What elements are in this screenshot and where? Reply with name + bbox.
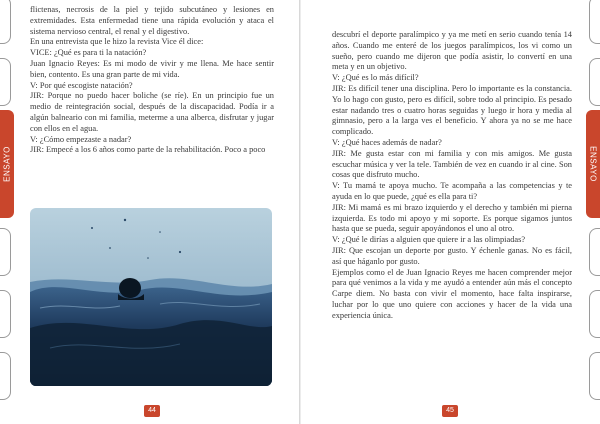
paragraph: V: ¿Qué le dirías a alguien que quiere ir a las olimpiadas? [332,235,526,245]
ocean-swimmer-image [30,208,272,386]
body-text [30,5,274,156]
body-text [332,30,572,322]
book-gutter [299,0,301,424]
section-tab-label: ENSAYO [2,146,12,182]
page-number: 45 [442,405,458,417]
paragraph: V: ¿Cómo empezaste a nadar? [30,134,132,144]
page-edge-line [0,290,11,338]
paragraph: JIR: Que escojan un deporte por gusto. Y échenle ganas. No es fácil, así que háganlo por gusto. [332,245,572,266]
right-page [300,0,600,424]
paragraph: V: ¿Qué es lo más difícil? [332,73,419,83]
paragraph: flictenas, necrosis de la piel y tejido subcutáneo y lesiones en extremidades. Esta enfermedad tiene una rápida evolución y ataca el sistema nervioso central, el renal y el digestivo. [30,5,274,36]
page-edge-line [589,58,600,106]
page-edge-line [0,0,11,44]
paragraph: JIR: Es difícil tener una disciplina. Pero lo importante es la constancia. Yo lo hago con gusto, pero es difícil, sobre todo al principio. Es pesado estar nadando tres o cuatro horas seguidas y luego ir hora y media al gimnasio, pero a la larga ves el beneficio. Y ahora ya no se me hace complicado. [332,83,572,137]
paragraph: JIR: Empecé a los 6 años como parte de la rehabilitación. Poco a poco [30,145,266,155]
paragraph: V: Tu mamá te apoya mucho. Te acompaña a las competencias y te ayuda en lo que puede, ¿qué es ella para ti? [332,181,572,201]
paragraph: V: Por qué escogiste natación? [30,80,133,90]
page-number: 44 [144,405,160,417]
page-edge-line [0,228,11,276]
paragraph: Juan Ignacio Reyes: Es mi modo de vivir y me llena. Me hace sentir bien, contento. Es una gran parte de mi vida. [30,58,274,79]
page-edge-line [589,228,600,276]
page-edge-line [589,290,600,338]
section-tab [586,110,600,218]
swimmer-photo [30,208,272,386]
paragraph: JIR: Mi mamá es mi brazo izquierdo y el derecho y también mi pierna izquierda. Es todo mi apoyo y mi soporte. Es porque sigamos juntos hasta que se pueda, seguir apoyándonos el uno al otro. [332,202,572,234]
page-edge-line [589,0,600,44]
section-tab-label: ENSAYO [588,146,598,182]
paragraph: VICE: ¿Qué es para ti la natación? [30,48,147,58]
page-edge-line [589,352,600,400]
paragraph: JIR: Me gusta estar con mi familia y con mis amigos. Me gusta escuchar música y ver la tele. También de vez en cuando ir al cine. Son cosas que disfruto mucho. [332,148,572,180]
paragraph: En una entrevista que le hizo la revista Vice él dice: [30,37,204,47]
page-edge-line [0,58,11,106]
paragraph: V: ¿Qué haces además de nadar? [332,137,442,147]
page-edge-line [0,352,11,400]
paragraph: Ejemplos como el de Juan Ignacio Reyes me hacen comprender mejor para qué venimos a la vida y me ayudó a entender aún más el concepto Carpe diem. No basta con vivir el momento, hace falta inspirarse, luchar por lo que uno quiere con acciones y hacer de la vida una experiencia única. [332,267,572,320]
paragraph: JIR: Porque no puedo hacer boliche (se ríe). En un principio fue un medio de reintegración social, después de la discapacidad. Podía ir a algún balneario con mi familia, meterme a una alberca, disfrutar y jugar con ellos en el agua. [30,91,274,133]
section-tab [0,110,14,218]
paragraph: descubrí el deporte paralímpico y ya me metí en serio cuando tenía 14 años. Cuando me enteré de los juegos paralímpicos, los vi como un sueño, pero cuando me dijeron que podía asistir, lo convertí en una meta y en un objetivo. [332,30,572,72]
